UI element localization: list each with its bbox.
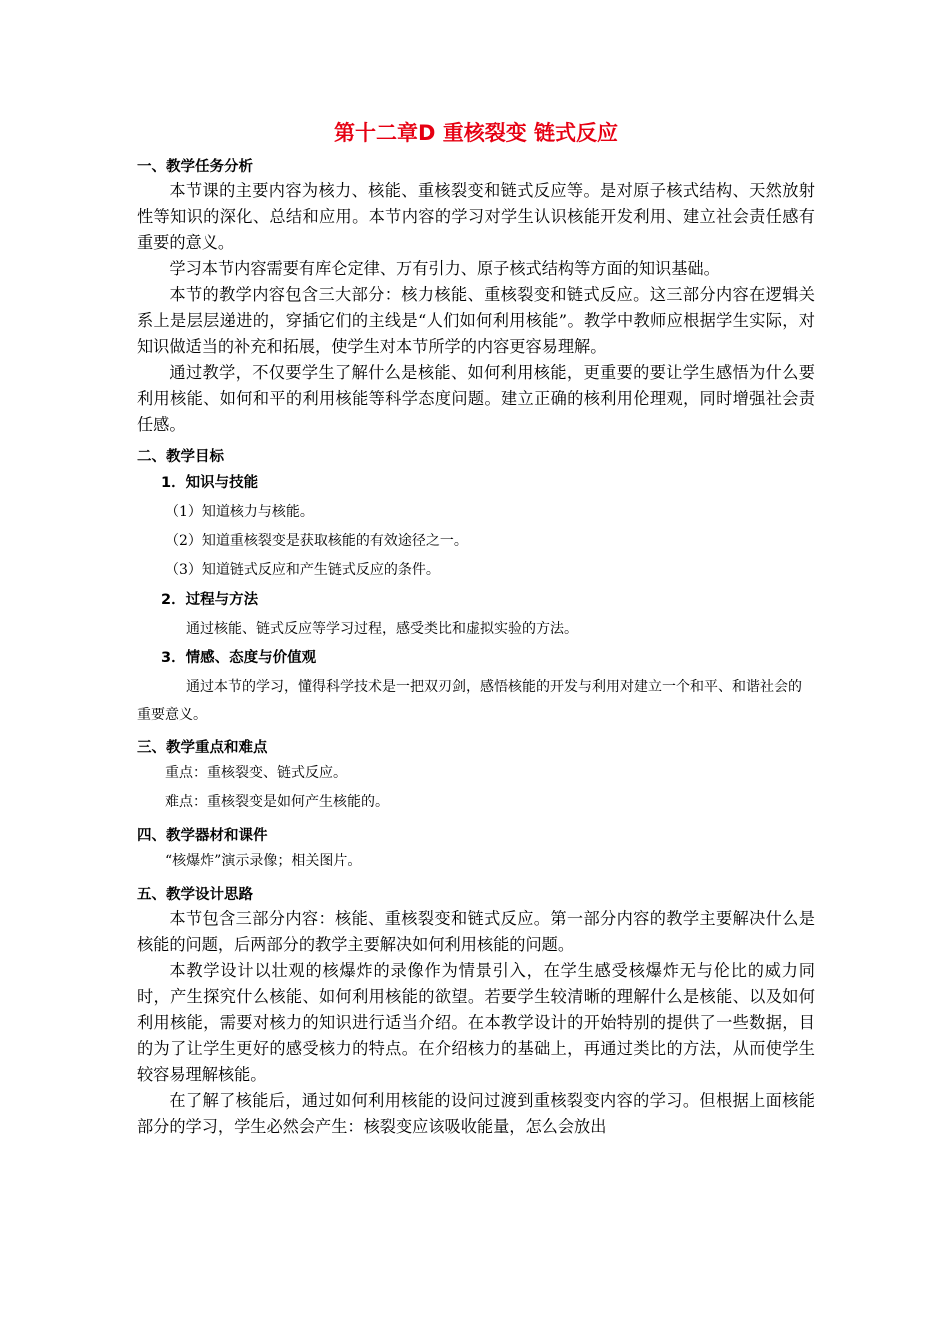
list-item: （2）知道重核裂变是获取核能的有效途径之一。 bbox=[165, 533, 468, 549]
section-heading: 一、教学任务分析 bbox=[137, 159, 253, 175]
paragraph: 通过本节的学习，懂得科学技术是一把双刃剑，感悟核能的开发与利用对建立一个和平、和谐社会的重要意义。 bbox=[137, 679, 802, 723]
section-objectives bbox=[137, 446, 815, 737]
section-heading: 五、教学设计思路 bbox=[137, 887, 253, 903]
document-title: 第十二章D 重核裂变 链式反应 bbox=[333, 121, 619, 145]
section-task-analysis bbox=[137, 156, 815, 438]
document-body bbox=[137, 118, 815, 1140]
paragraph: 本教学设计以壮观的核爆炸的录像作为情景引入，在学生感受核爆炸无与伦比的威力同时，产生探究什么核能、如何利用核能的欲望。若要学生较清晰的理解什么是核能、以及如何利用核能，需要对核力的知识进行适当介绍。在本教学设计的开始特别的提供了一些数据，目的为了让学生更好的感受核力的特点。在介绍核力的基础上，再通过类比的方法，从而使学生较容易理解核能。 bbox=[137, 961, 815, 1084]
section-heading: 四、教学器材和课件 bbox=[137, 828, 268, 844]
section-materials bbox=[137, 825, 815, 884]
paragraph: 学习本节内容需要有库仑定律、万有引力、原子核式结构等方面的知识基础。 bbox=[169, 259, 720, 278]
paragraph: 本节的教学内容包含三大部分：核力核能、重核裂变和链式反应。这三部分内容在逻辑关系上是层层递进的，穿插它们的主线是“人们如何利用核能”。教学中教师应根据学生实际，对知识做适当的补充和拓展，使学生对本节所学的内容更容易理解。 bbox=[137, 285, 815, 356]
paragraph: 本节课的主要内容为核力、核能、重核裂变和链式反应等。是对原子核式结构、天然放射性等知识的深化、总结和应用。本节内容的学习对学生认识核能开发利用、建立社会责任感有重要的意义。 bbox=[137, 181, 815, 252]
key-point: 重点：重核裂变、链式反应。 bbox=[165, 765, 347, 781]
paragraph: 在了解了核能后，通过如何利用核能的设问过渡到重核裂变内容的学习。但根据上面核能部分的学习，学生必然会产生：核裂变应该吸收能量，怎么会放出 bbox=[137, 1091, 815, 1136]
list-item: （3）知道链式反应和产生链式反应的条件。 bbox=[165, 562, 440, 578]
subsection-heading: 1．知识与技能 bbox=[161, 475, 259, 491]
subsection-heading: 2．过程与方法 bbox=[161, 592, 259, 608]
difficult-point: 难点：重核裂变是如何产生核能的。 bbox=[165, 794, 389, 810]
paragraph: 通过核能、链式反应等学习过程，感受类比和虚拟实验的方法。 bbox=[186, 621, 578, 637]
paragraph: 通过教学，不仅要学生了解什么是核能、如何利用核能，更重要的要让学生感悟为什么要利用核能、如何和平的利用核能等科学态度问题。建立正确的核利用伦理观，同时增强社会责任感。 bbox=[137, 363, 815, 434]
paragraph: “核爆炸”演示录像；相关图片。 bbox=[165, 853, 362, 869]
paragraph: 本节包含三部分内容：核能、重核裂变和链式反应。第一部分内容的教学主要解决什么是核能的问题，后两部分的教学主要解决如何利用核能的问题。 bbox=[137, 909, 815, 954]
section-key-points bbox=[137, 737, 815, 825]
subsection-heading: 3．情感、态度与价值观 bbox=[161, 650, 317, 666]
section-heading: 三、教学重点和难点 bbox=[137, 740, 268, 756]
section-heading: 二、教学目标 bbox=[137, 449, 224, 465]
list-item: （1）知道核力与核能。 bbox=[165, 504, 314, 520]
section-design-approach bbox=[137, 884, 815, 1140]
